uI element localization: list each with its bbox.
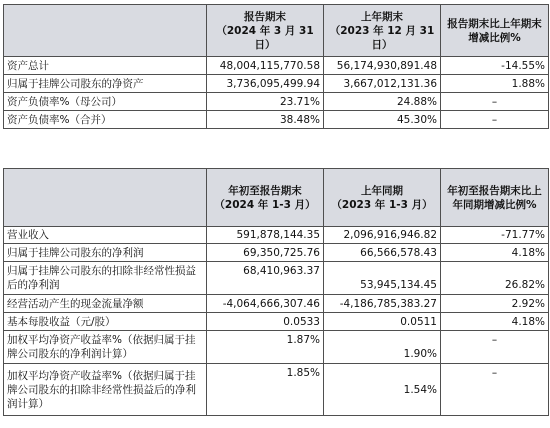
header-cell: 年初至报告期末 （2024 年 1-3 月） [207,169,324,227]
cell-value: 45.30% [324,111,441,129]
table-row [4,57,549,75]
balance-sheet-table [3,4,549,129]
row-label: 资产负债率%（合并） [4,111,207,129]
cell-value: – [441,364,549,416]
row-label: 资产总计 [4,57,207,75]
cell-value: 3,736,095,499.94 [207,75,324,93]
cell-value: 1.54% [324,364,441,416]
cell-value: 1.85% [207,364,324,416]
header-cell: 报告期末 （2024 年 3 月 31 日） [207,5,324,57]
cell-value: 66,566,578.43 [324,244,441,262]
row-label: 归属于挂牌公司股东的净资产 [4,75,207,93]
header-cell [4,169,207,227]
cell-value: 591,878,144.35 [207,227,324,244]
cell-value: 68,410,963.37 [207,262,324,295]
cell-value: 1.87% [207,331,324,364]
cell-value: 53,945,134.45 [324,262,441,295]
table-row [4,111,549,129]
cell-value: 3,667,012,131.36 [324,75,441,93]
header-cell: 报告期末比上年期末增减比例% [441,5,549,57]
table-row [4,313,549,331]
cell-value: 69,350,725.76 [207,244,324,262]
table-row [4,331,549,364]
cell-value: – [441,331,549,364]
table-row [4,364,549,416]
row-label: 加权平均净资产收益率%（依据归属于挂牌公司股东的扣除非经常性损益后的净利润计算） [4,364,207,416]
row-label: 基本每股收益（元/股） [4,313,207,331]
table-row [4,93,549,111]
income-statement-table [3,168,549,416]
table-row [4,295,549,313]
row-label: 归属于挂牌公司股东的净利润 [4,244,207,262]
cell-value: -14.55% [441,57,549,75]
row-label: 营业收入 [4,227,207,244]
header-cell: 上年期末 （2023 年 12 月 31 日） [324,5,441,57]
row-label: 加权平均净资产收益率%（依据归属于挂牌公司股东的净利润计算） [4,331,207,364]
cell-value: 1.90% [324,331,441,364]
row-label: 资产负债率%（母公司） [4,93,207,111]
cell-value: 0.0533 [207,313,324,331]
cell-value: 38.48% [207,111,324,129]
cell-value: -4,186,785,383.27 [324,295,441,313]
cell-value: 2.92% [441,295,549,313]
cell-value: 2,096,916,946.82 [324,227,441,244]
cell-value: – [441,93,549,111]
table-row [4,75,549,93]
cell-value: 4.18% [441,244,549,262]
cell-value: 26.82% [441,262,549,295]
row-label: 归属于挂牌公司股东的扣除非经常性损益后的净利润 [4,262,207,295]
cell-value: 4.18% [441,313,549,331]
cell-value: -71.77% [441,227,549,244]
table-header-row [4,169,549,227]
row-label: 经营活动产生的现金流量净额 [4,295,207,313]
cell-value: -4,064,666,307.46 [207,295,324,313]
table-row [4,262,549,295]
cell-value: 56,174,930,891.48 [324,57,441,75]
cell-value: 23.71% [207,93,324,111]
header-cell: 年初至报告期末比上年同期增减比例% [441,169,549,227]
cell-value: 24.88% [324,93,441,111]
table-row [4,227,549,244]
table-header-row [4,5,549,57]
cell-value: – [441,111,549,129]
cell-value: 1.88% [441,75,549,93]
cell-value: 48,004,115,770.58 [207,57,324,75]
header-cell [4,5,207,57]
table-row [4,244,549,262]
cell-value: 0.0511 [324,313,441,331]
header-cell: 上年同期 （2023 年 1-3 月） [324,169,441,227]
